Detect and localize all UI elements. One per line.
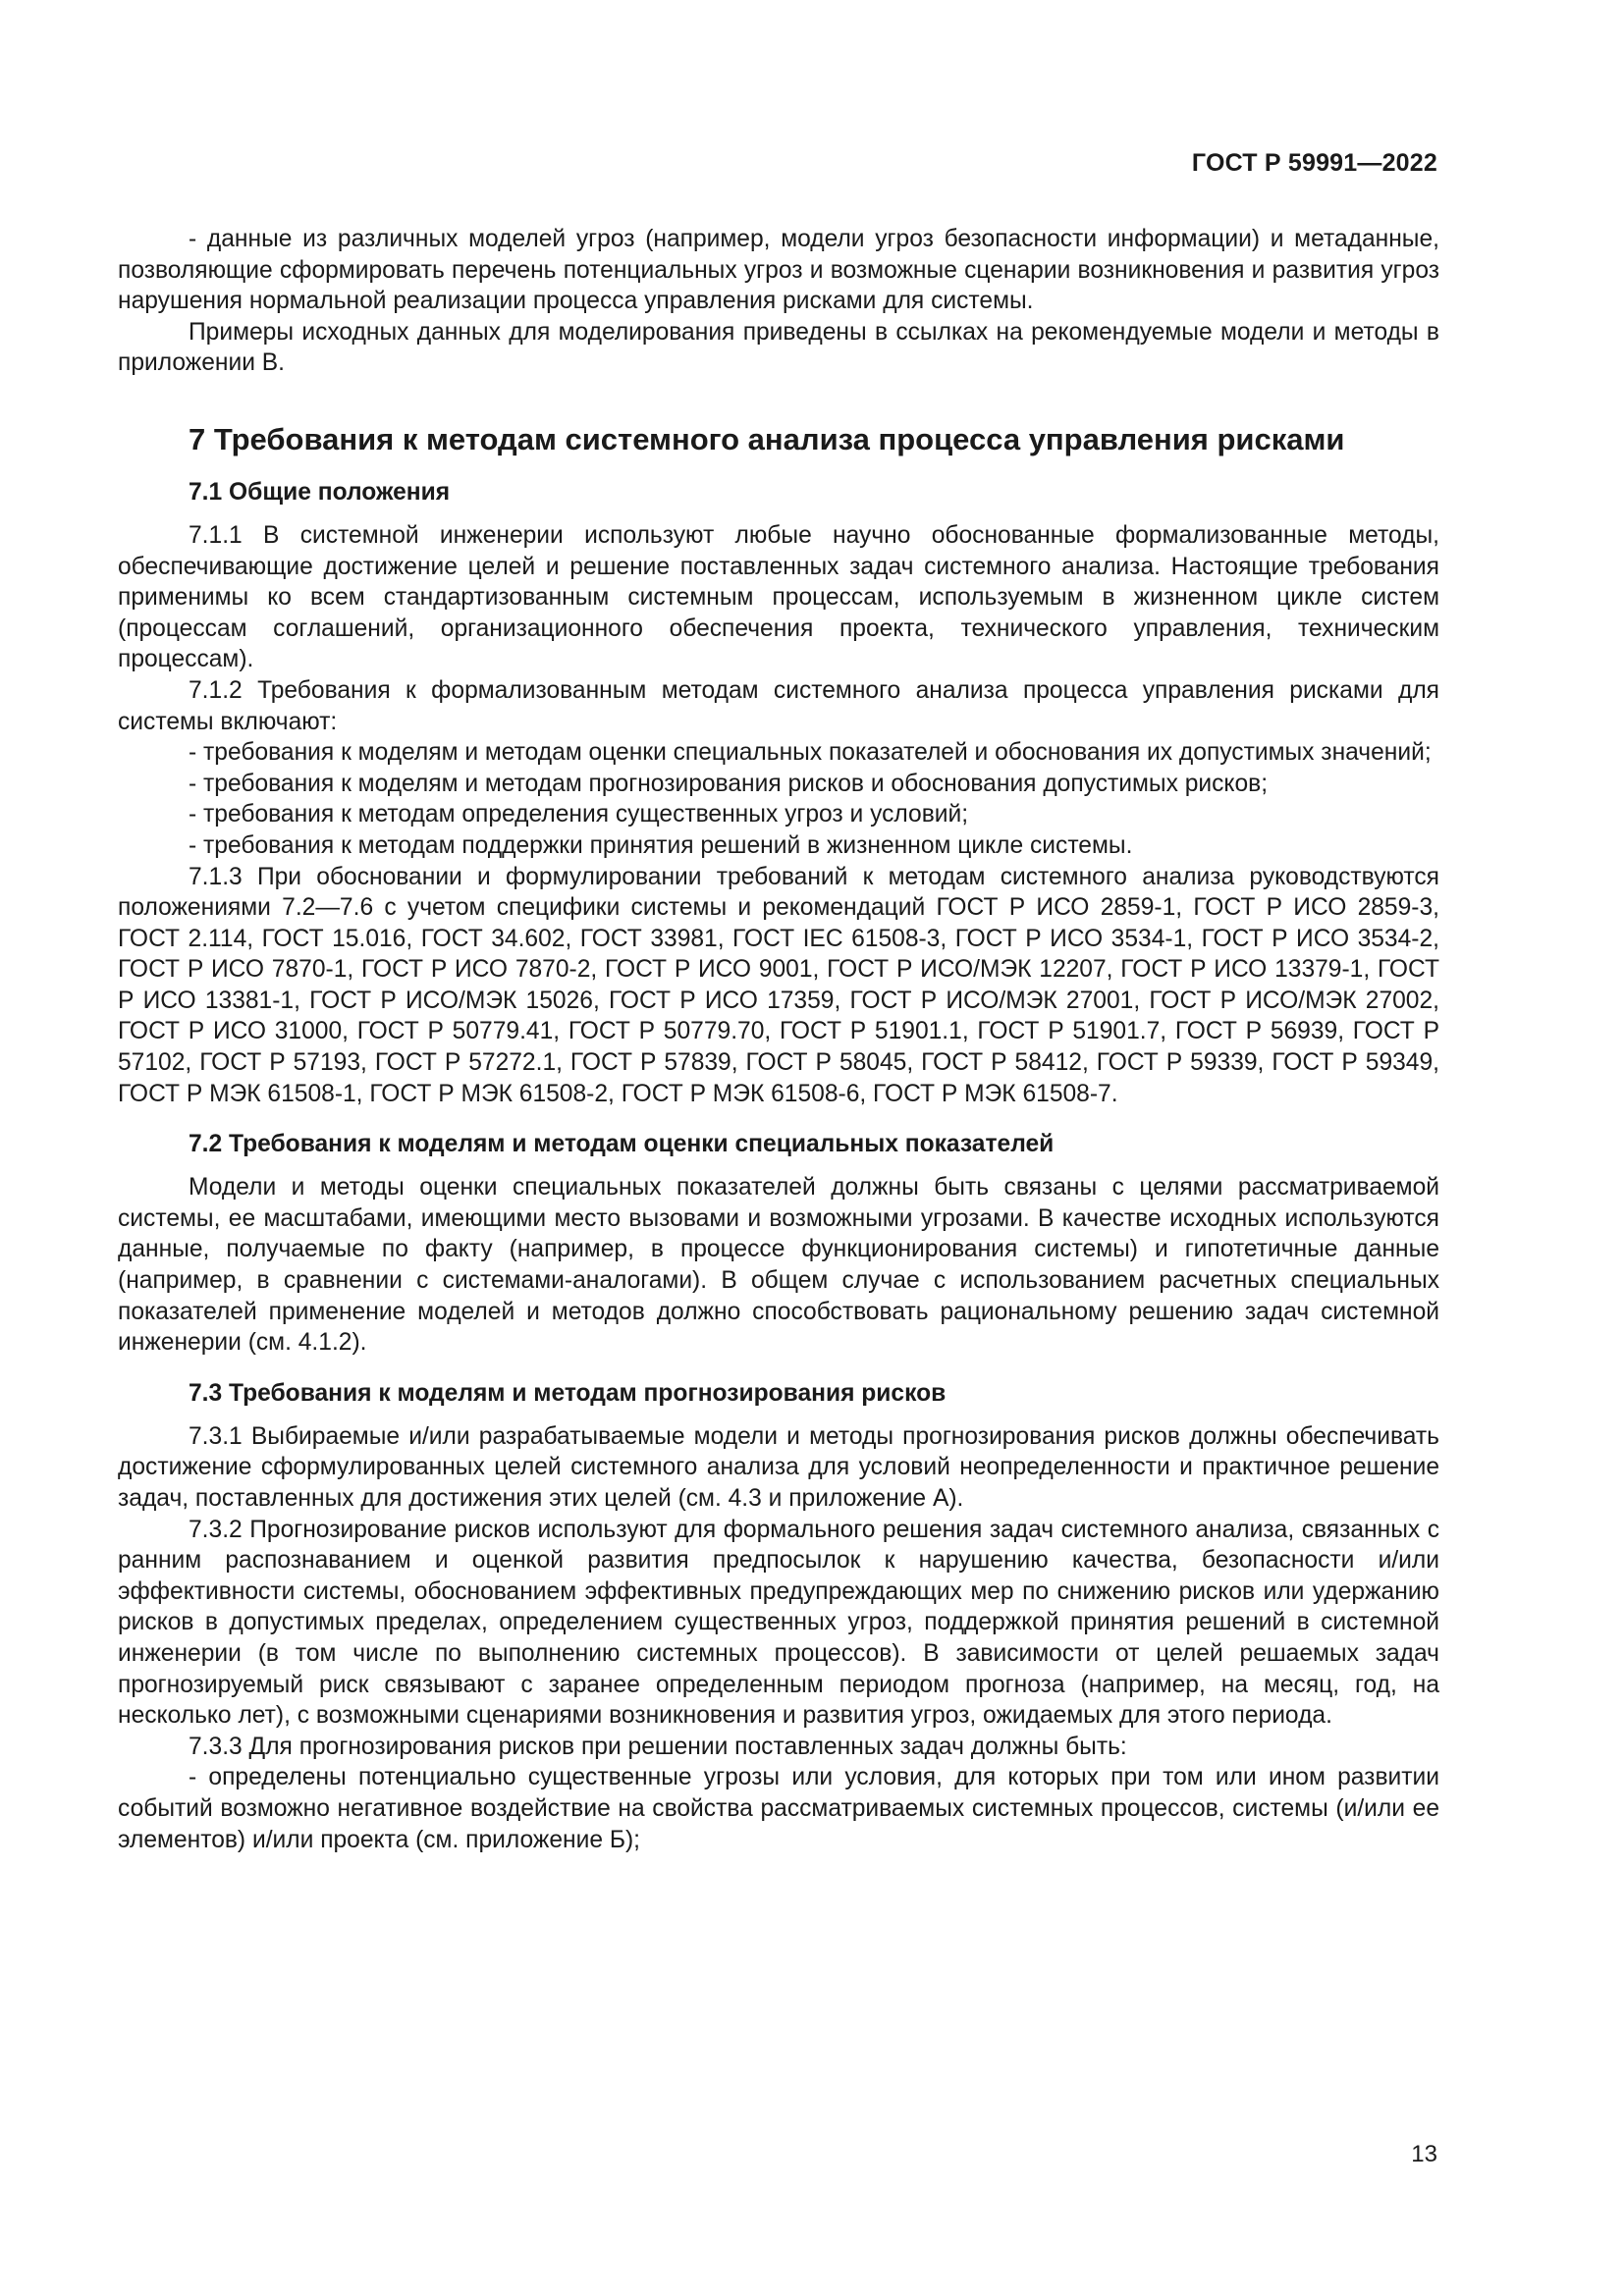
list-item: - определены потенциально существенные угрозы или условия, для которых при том или ином развитии событий возможно негативное воздействие на свойства рассматриваемых системных процессов, системы (и/или ее элементов) и/или проекта (см. приложение Б); xyxy=(118,1764,1439,1853)
paragraph: 7.3.3 Для прогнозирования рисков при решении поставленных задач должны быть: xyxy=(189,1733,1127,1760)
paragraph: 7.3.1 Выбираемые и/или разрабатываемые модели и методы прогнозирования рисков должны обеспечивать достижение сформулированных целей системного анализа для условий неопределенности и практичное решение задач, поставленных для достижения этих целей (см. 4.3 и приложение А). xyxy=(118,1422,1439,1512)
list-item: - требования к методам определения существенных угроз и условий; xyxy=(189,801,969,828)
subsection-heading: 7.3 Требования к моделям и методам прогнозирования рисков xyxy=(189,1379,947,1407)
paragraph: Примеры исходных данных для моделирования приведены в ссылках на рекомендуемые модели и методы в приложении В. xyxy=(118,318,1439,377)
page-number: 13 xyxy=(1411,2141,1437,2167)
page-content xyxy=(118,224,1439,1855)
paragraph: Модели и методы оценки специальных показателей должны быть связаны с целями рассматриваемой системы, ее масштабами, имеющими место вызовами и возможными угрозами. В качестве исходных используются данные, получаемые по факту (например, в процессе функционирования системы) и гипотетичные данные (например, в сравнении с системами-аналогами). В общем случае с использованием расчетных специальных показателей применение моделей и методов должно способствовать рациональному решению задач системной инженерии (см. 4.1.2). xyxy=(118,1174,1439,1357)
paragraph: 7.1.1 В системной инженерии используют любые научно обоснованные формализованные методы, обеспечивающие достижение целей и решение поставленных задач системного анализа. Настоящие требования применимы ко всем стандартизованным системным процессам, используемым в жизненном цикле систем (процессам соглашений, организационного обеспечения проекта, технического управления, техническим процессам). xyxy=(118,521,1439,673)
paragraph: 7.1.3 При обосновании и формулировании требований к методам системного анализа руководствуются положениями 7.2—7.6 с учетом специфики системы и рекомендаций ГОСТ Р ИСО 2859-1, ГОСТ Р ИСО 2859-3, ГОСТ 2.114, ГОСТ 15.016, ГОСТ 34.602, ГОСТ 33981, ГОСТ IEC 61508-3, ГОСТ Р ИСО 3534-1, ГОСТ Р ИСО 3534-2, ГОСТ Р ИСО 7870-1, ГОСТ Р ИСО 7870-2, ГОСТ Р ИСО 9001, ГОСТ Р ИСО/МЭК 12207, ГОСТ Р ИСО 13379-1, ГОСТ Р ИСО 13381-1, ГОСТ Р ИСО/МЭК 15026, ГОСТ Р ИСО 17359, ГОСТ Р ИСО/МЭК 27001, ГОСТ Р ИСО/МЭК 27002, ГОСТ Р ИСО 31000, ГОСТ Р 50779.41, ГОСТ Р 50779.70, ГОСТ Р 51901.1, ГОСТ Р 51901.7, ГОСТ Р 56939, ГОСТ Р 57102, ГОСТ Р 57193, ГОСТ Р 57272.1, ГОСТ Р 57839, ГОСТ Р 58045, ГОСТ Р 58412, ГОСТ Р 59339, ГОСТ Р 59349, ГОСТ Р МЭК 61508-1, ГОСТ Р МЭК 61508-2, ГОСТ Р МЭК 61508-6, ГОСТ Р МЭК 61508-7. xyxy=(118,863,1439,1107)
subsection-heading: 7.2 Требования к моделям и методам оценки специальных показателей xyxy=(189,1131,1055,1158)
paragraph: - данные из различных моделей угроз (например, модели угроз безопасности информации) и метаданные, позволяющие сформировать перечень потенциальных угроз и возможные сценарии возникновения и развития угроз нарушения нормальной реализации процесса управления рисками для системы. xyxy=(118,226,1439,315)
section-heading: 7 Требования к методам системного анализа процесса управления рисками xyxy=(189,421,1345,456)
paragraph: 7.1.2 Требования к формализованным методам системного анализа процесса управления рисками для системы включают: xyxy=(118,676,1439,735)
subsection-heading: 7.1 Общие положения xyxy=(189,478,451,506)
list-item: - требования к моделям и методам прогнозирования рисков и обоснования допустимых рисков; xyxy=(189,770,1269,797)
paragraph: 7.3.2 Прогнозирование рисков используют для формального решения задач системного анализа, связанных с ранним распознаванием и оценкой развития предпосылок к нарушению качества, безопасности и/или эффективности системы, обоснованием эффективных предупреждающих мер по снижению рисков или удержанию рисков в допустимых пределах, определением существенных угроз, поддержкой принятия решений в системной инженерии (в том числе по выполнению системных процессов). В зависимости от целей решаемых задач прогнозируемый риск связывают с заранее определенным периодом прогноза (например, на месяц, год, на несколько лет), с возможными сценариями возникновения и развития угроз, ожидаемых для этого периода. xyxy=(118,1516,1439,1730)
list-item: - требования к методам поддержки принятия решений в жизненном цикле системы. xyxy=(189,831,1133,859)
list-item: - требования к моделям и методам оценки специальных показателей и обоснования их допустимых значений; xyxy=(189,739,1432,767)
document-id-header: ГОСТ Р 59991—2022 xyxy=(1191,149,1437,177)
